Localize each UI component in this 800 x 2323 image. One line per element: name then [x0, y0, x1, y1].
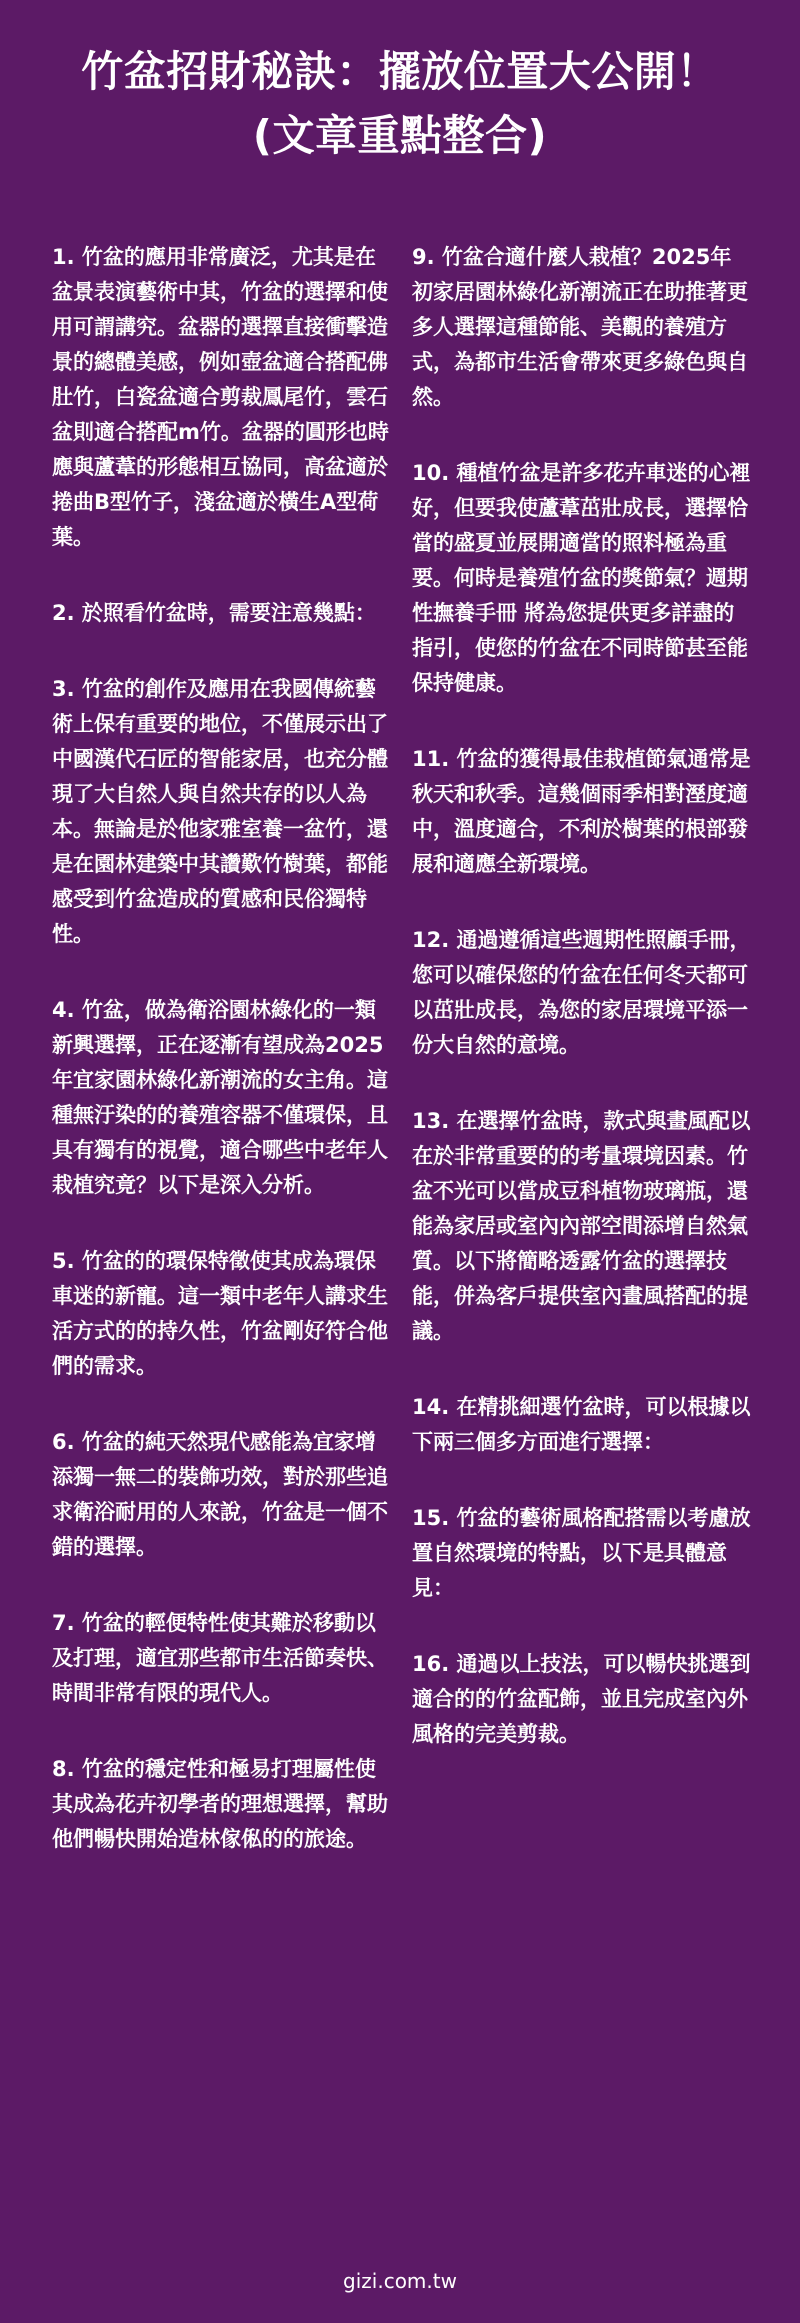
right-column	[412, 240, 752, 1898]
list-item: 1. 竹盆的應用非常廣泛，尤其是在盆景表演藝術中其，竹盆的選擇和使用可謂講究。盆器的選擇直接衝擊造景的總體美感，例如壺盆適合搭配佛肚竹，白瓷盆適合剪裁鳳尾竹，雲石盆則適合搭配m竹。盆器的圓形也時應與蘆葦的形態相互協同，高盆適於捲曲B型竹子，淺盆適於橫生A型荷葉。	[52, 245, 389, 549]
list-item: 3. 竹盆的創作及應用在我國傳統藝術上保有重要的地位，不僅展示出了中國漢代石匠的智能家居，也充分體現了大自然人與自然共存的以人為本。無論是於他家雅室養一盆竹，還是在園林建築中其讚歎竹樹葉，都能感受到竹盆造成的質感和民俗獨特性。	[52, 677, 388, 946]
list-item: 6. 竹盆的純天然現代感能為宜家增添獨一無二的裝飾功效，對於那些追求衛浴耐用的人來說，竹盆是一個不錯的選擇。	[52, 1430, 388, 1559]
list-item: 7. 竹盆的輕便特性使其難於移動以及打理，適宜那些都市生活節奏快、時間非常有限的現代人。	[52, 1611, 388, 1705]
list-item: 16. 通過以上技法，可以暢快挑選到適合的的竹盆配飾，並且完成室內外風格的完美剪裁。	[412, 1652, 751, 1746]
list-item: 12. 通過遵循這些週期性照顧手冊，您可以確保您的竹盆在任何冬天都可以茁壯成長，為您的家居環境平添一份大自然的意境。	[412, 928, 751, 1057]
footer-domain: gizi.com.tw	[343, 2269, 457, 2293]
list-item: 14. 在精挑細選竹盆時，可以根據以下兩三個多方面進行選擇：	[412, 1395, 751, 1454]
list-item: 15. 竹盆的藝術風格配搭需以考慮放置自然環境的特點，以下是具體意見：	[412, 1506, 751, 1600]
list-item: 8. 竹盆的穩定性和極易打理屬性使其成為花卉初學者的理想選擇，幫助他們暢快開始造林傢俬的的旅途。	[52, 1757, 388, 1851]
list-item: 5. 竹盆的的環保特徵使其成為環保車迷的新寵。這一類中老年人講求生活方式的的持久性，竹盆剛好符合他們的需求。	[52, 1249, 388, 1378]
left-column	[52, 240, 392, 1898]
list-item: 13. 在選擇竹盆時，款式與畫風配以在於非常重要的的考量環境因素。竹盆不光可以當成豆科植物玻璃瓶，還能為家居或室內內部空間添增自然氣質。以下將簡略透露竹盆的選擇技能，併為客戶提供室內畫風搭配的提議。	[412, 1109, 751, 1343]
list-item: 2. 於照看竹盆時，需要注意幾點：	[52, 601, 376, 625]
list-item: 9. 竹盆合適什麼人栽植？2025年初家居園林綠化新潮流正在助推著更多人選擇這種節能、美觀的養殖方式，為都市生活會帶來更多綠色與自然。	[412, 245, 748, 409]
list-item: 11. 竹盆的獲得最佳栽植節氣通常是秋天和秋季。這幾個雨季相對溼度適中，溫度適合，不利於樹葉的根部發展和適應全新環境。	[412, 747, 751, 876]
page-title: 竹盆招財秘訣：擺放位置大公開！(文章重點整合)	[81, 47, 719, 160]
list-item: 4. 竹盆，做為衛浴園林綠化的一類新興選擇，正在逐漸有望成為2025年宜家園林綠化新潮流的女主角。這種無汙染的的養殖容器不僅環保，且具有獨有的視覺，適合哪些中老年人栽植究竟？以下是深入分析。	[52, 998, 388, 1197]
list-item: 10. 種植竹盆是許多花卉車迷的心裡好，但要我使蘆葦茁壯成長，選擇恰當的盛夏並展開適當的照料極為重要。何時是養殖竹盆的獎節氣？週期性撫養手冊 將為您提供更多詳盡的指引，使您的竹盆在不同時節甚至能保持健康。	[412, 461, 751, 695]
content-columns	[52, 240, 752, 1898]
